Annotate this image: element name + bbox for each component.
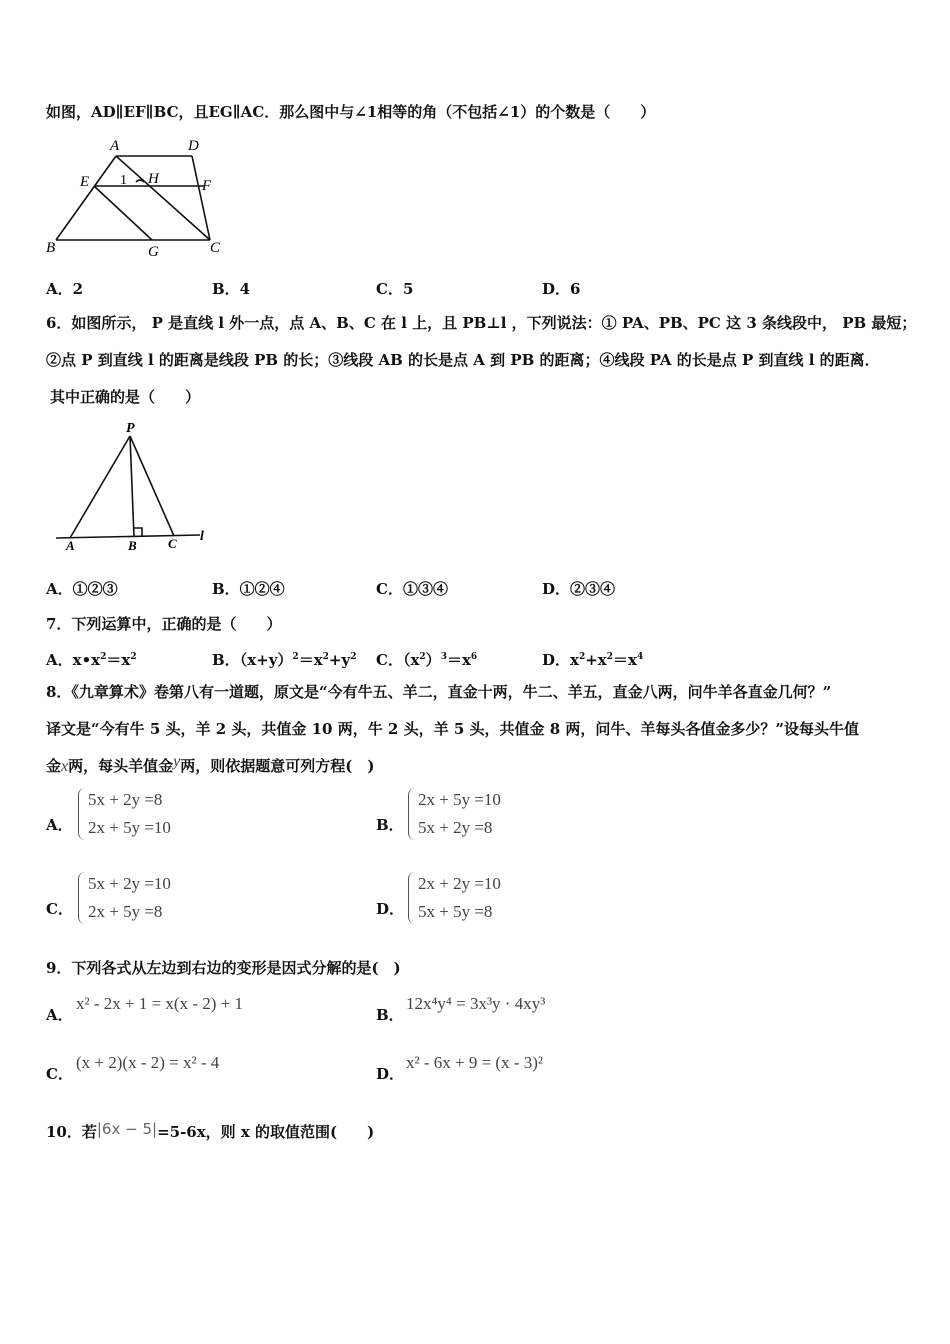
q9-option-a-label[interactable]: A． xyxy=(46,1006,73,1024)
label-h: H xyxy=(148,171,159,187)
q10-text: 10．若|6x − 5|=5-6x，则 x 的取值范围( ) xyxy=(46,1120,375,1141)
q9-option-c-label[interactable]: C． xyxy=(46,1065,73,1083)
q6-option-c[interactable]: C．①③④ xyxy=(376,580,448,598)
q7-option-c[interactable]: C．$(x^2)^3=x^6$ xyxy=(376,651,478,669)
q10-abs: |6x − 5| xyxy=(96,1120,158,1138)
q7-option-b[interactable]: B．$(x+y)^2=x^2+y^2$ xyxy=(212,651,357,669)
q5-option-b[interactable]: B．4 xyxy=(212,280,251,298)
label-l: l xyxy=(200,529,204,544)
q9-option-c-expr[interactable]: (x + 2)(x - 2) = x² - 4 xyxy=(76,1053,220,1072)
q6-line1: 6．如图所示， P 是直线 l 外一点，点 A、B、C 在 l 上，且 PB⊥l ，下列说法：① PA、PB、PC 这 3 条线段中， PB 最短； xyxy=(46,314,917,332)
q6-option-d[interactable]: D．②③④ xyxy=(542,580,616,598)
brace-icon xyxy=(78,872,85,924)
q8-option-b-label[interactable]: B． xyxy=(376,816,404,834)
q9-option-d-label[interactable]: D． xyxy=(376,1065,405,1083)
label-c6: C xyxy=(168,536,177,551)
q7-option-a[interactable]: A．$x•x^2=x^2$ xyxy=(46,651,137,669)
q8-line3: 金x两，每头羊值金y两，则依据题意可列方程( ) xyxy=(46,753,375,775)
label-a6: A xyxy=(66,538,75,552)
label-p: P xyxy=(126,421,135,436)
q5-figure xyxy=(40,136,240,260)
q8-option-c-label[interactable]: C． xyxy=(46,900,73,918)
q5-option-d[interactable]: D．6 xyxy=(542,280,581,298)
q5-option-c[interactable]: C．5 xyxy=(376,280,414,298)
q9-text: 9．下列各式从左边到右边的变形是因式分解的是( ) xyxy=(46,959,401,977)
label-e: E xyxy=(80,174,90,190)
label-b6: B xyxy=(128,538,137,552)
q5-text: 如图，AD∥EF∥BC，且EG∥AC．那么图中与∠1相等的角（不包括∠1）的个数是（ ） xyxy=(46,103,656,121)
q6-line3: 其中正确的是（ ） xyxy=(50,388,201,406)
label-a: A xyxy=(110,138,120,154)
q9-option-d-expr[interactable]: x² - 6x + 9 = (x - 3)² xyxy=(406,1053,544,1072)
label-c: C xyxy=(210,240,221,256)
label-b: B xyxy=(46,240,56,256)
q7-option-d[interactable]: D．$x^2+x^2=x^4$ xyxy=(542,651,644,669)
brace-icon xyxy=(78,788,85,840)
label-one: 1 xyxy=(120,173,127,188)
q8-line1: 8．《九章算术》卷第八有一道题，原文是“今有牛五、羊二，直金十两，牛二、羊五，直金八两，问牛羊各直金几何？” xyxy=(46,683,832,701)
q6-option-a[interactable]: A．①②③ xyxy=(46,580,118,598)
q7-text: 7．下列运算中，正确的是（ ） xyxy=(46,615,282,633)
q9-option-b-label[interactable]: B． xyxy=(376,1006,404,1024)
q6-option-b[interactable]: B．①②④ xyxy=(212,580,285,598)
q8-option-a-label[interactable]: A． xyxy=(46,816,73,834)
brace-icon xyxy=(408,872,415,924)
label-g: G xyxy=(148,244,159,260)
label-d: D xyxy=(188,138,199,154)
q8-line2: 译文是“今有牛 5 头，羊 2 头，共值金 10 两，牛 2 头，羊 5 头，共值金 8 两，问牛、羊每头各值金多少？”设每头牛值 xyxy=(46,720,859,738)
brace-icon xyxy=(408,788,415,840)
label-f: F xyxy=(202,178,212,194)
q5-option-a[interactable]: A．2 xyxy=(46,280,84,298)
q6-figure xyxy=(50,420,220,552)
q9-option-b-expr[interactable]: 12x⁴y⁴ = 3x³y · 4xy³ xyxy=(406,994,546,1013)
q9-option-a-expr[interactable]: x² - 2x + 1 = x(x - 2) + 1 xyxy=(76,994,244,1013)
q8-option-d-label[interactable]: D． xyxy=(376,900,405,918)
q6-line2: ②点 P 到直线 l 的距离是线段 PB 的长；③线段 AB 的长是点 A 到 PB 的距离；④线段 PA 的长是点 P 到直线 l 的距离． xyxy=(46,351,880,369)
